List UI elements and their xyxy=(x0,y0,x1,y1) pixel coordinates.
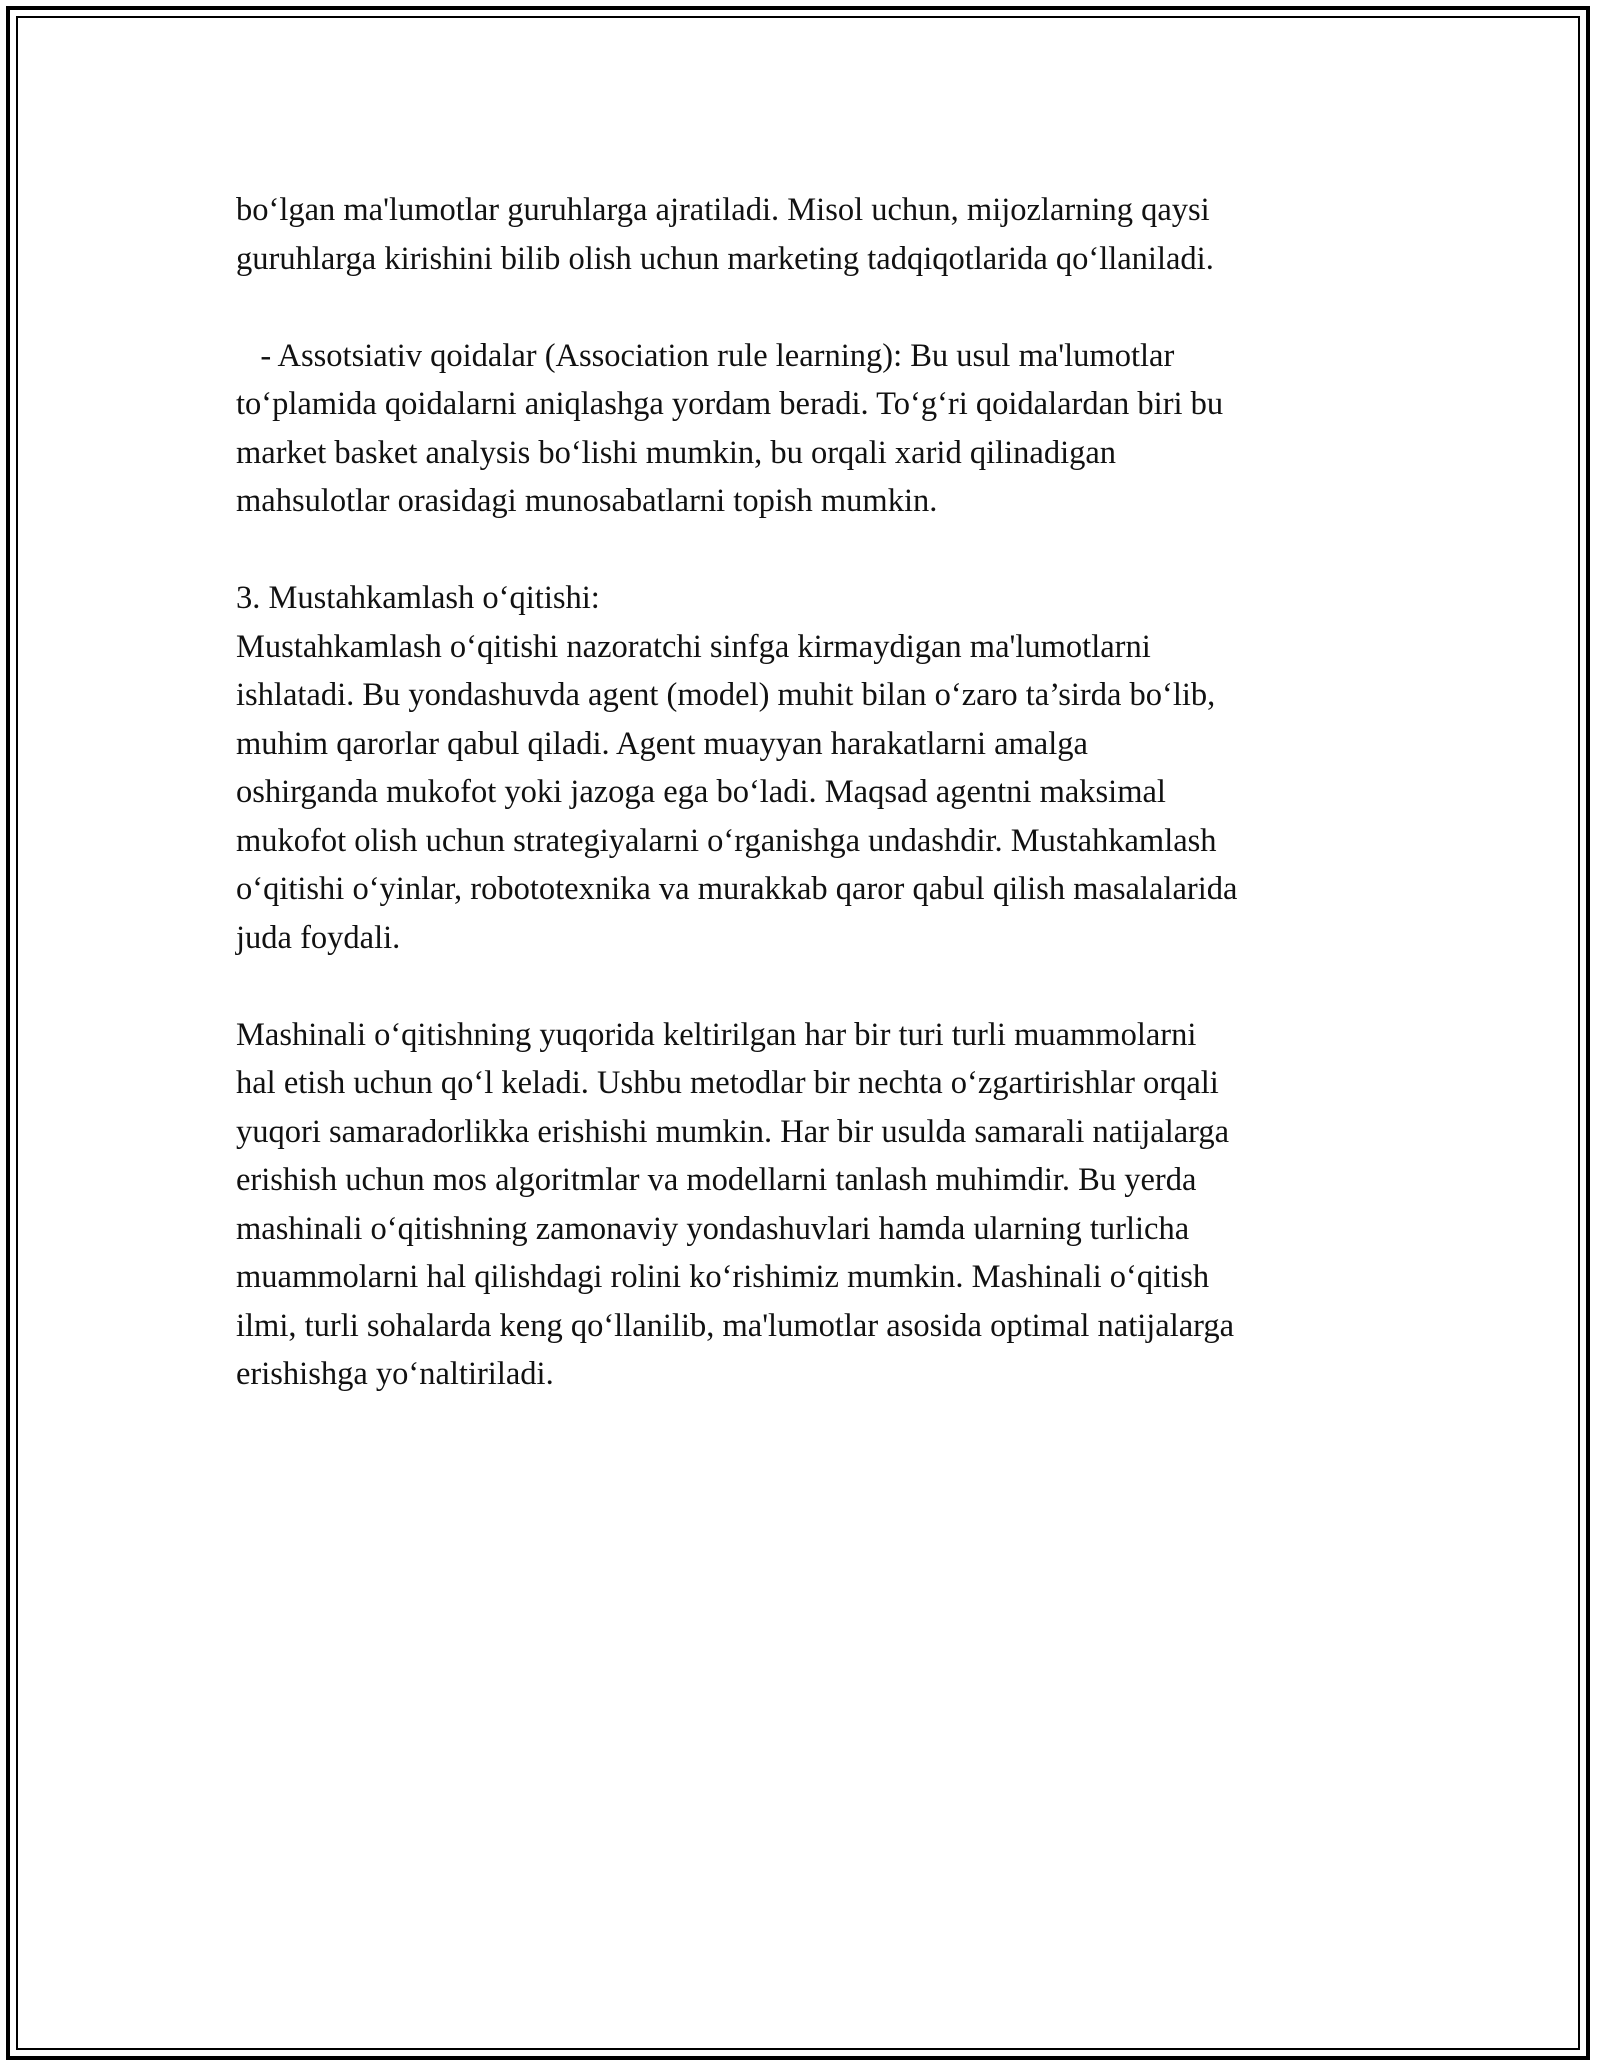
text-line: bo‘lgan ma'lumotlar guruhlarga ajratiladi. Misol uchun, mijozlarning qaysi xyxy=(236,192,1210,228)
paragraph-gap xyxy=(236,526,1406,575)
section-heading: 3. Mustahkamlash o‘qitishi: xyxy=(236,580,600,616)
text-line: - Assotsiativ qoidalar (Association rule learning): Bu usul ma'lumotlar xyxy=(236,337,1175,374)
paragraph-gap xyxy=(236,283,1406,332)
text-line: ishlatadi. Bu yondashuvda agent (model) muhit bilan o‘zaro ta’sirda bo‘lib, xyxy=(236,677,1216,713)
text-line: Mashinali o‘qitishning yuqorida keltirilgan har bir turi turli muammolarni xyxy=(236,1016,1197,1053)
text-line: guruhlarga kirishini bilib olish uchun marketing tadqiqotlarida qo‘llaniladi. xyxy=(236,240,1214,277)
text-line: o‘qitishi o‘yinlar, robototexnika va murakkab qaror qabul qilish masalalarida xyxy=(236,871,1238,907)
text-line: oshirganda mukofot yoki jazoga ega bo‘ladi. Maqsad agentni maksimal xyxy=(236,774,1166,810)
text-line: market basket analysis bo‘lishi mumkin, bu orqali xarid qilinadigan xyxy=(236,434,1117,471)
text-line: to‘plamida qoidalarni aniqlashga yordam beradi. To‘g‘ri qoidalardan biri bu xyxy=(236,386,1224,422)
text-line: juda foydali. xyxy=(236,919,401,956)
text-line: muhim qarorlar qabul qiladi. Agent muayyan harakatlarni amalga xyxy=(236,725,1088,762)
text-line: erishishga yo‘naltiriladi. xyxy=(236,1356,554,1392)
text-line: erishish uchun mos algoritmlar va modellarni tanlash muhimdir. Bu yerda xyxy=(236,1162,1197,1198)
text-line: hal etish uchun qo‘l keladi. Ushbu metodlar bir nechta o‘zgartirishlar orqali xyxy=(236,1065,1219,1101)
text-line: ilmi, turli sohalarda keng qo‘llanilib, ma'lumotlar asosida optimal natijalarga xyxy=(236,1307,1235,1344)
text-line: yuqori samaradorlikka erishishi mumkin. Har bir usulda samarali natijalarga xyxy=(236,1113,1230,1150)
text-line: mukofot olish uchun strategiyalarni o‘rganishga undashdir. Mustahkamlash xyxy=(236,822,1217,859)
text-line: mahsulotlar orasidagi munosabatlarni topish mumkin. xyxy=(236,483,938,519)
document-body xyxy=(236,186,1406,1399)
paragraph-gap xyxy=(236,962,1406,1011)
text-line: Mustahkamlash o‘qitishi nazoratchi sinfga kirmaydigan ma'lumotlarni xyxy=(236,628,1151,665)
text-line: mashinali o‘qitishning zamonaviy yondashuvlari hamda ularning turlicha xyxy=(236,1210,1190,1247)
text-line: muammolarni hal qilishdagi rolini ko‘rishimiz mumkin. Mashinali o‘qitish xyxy=(236,1259,1210,1295)
